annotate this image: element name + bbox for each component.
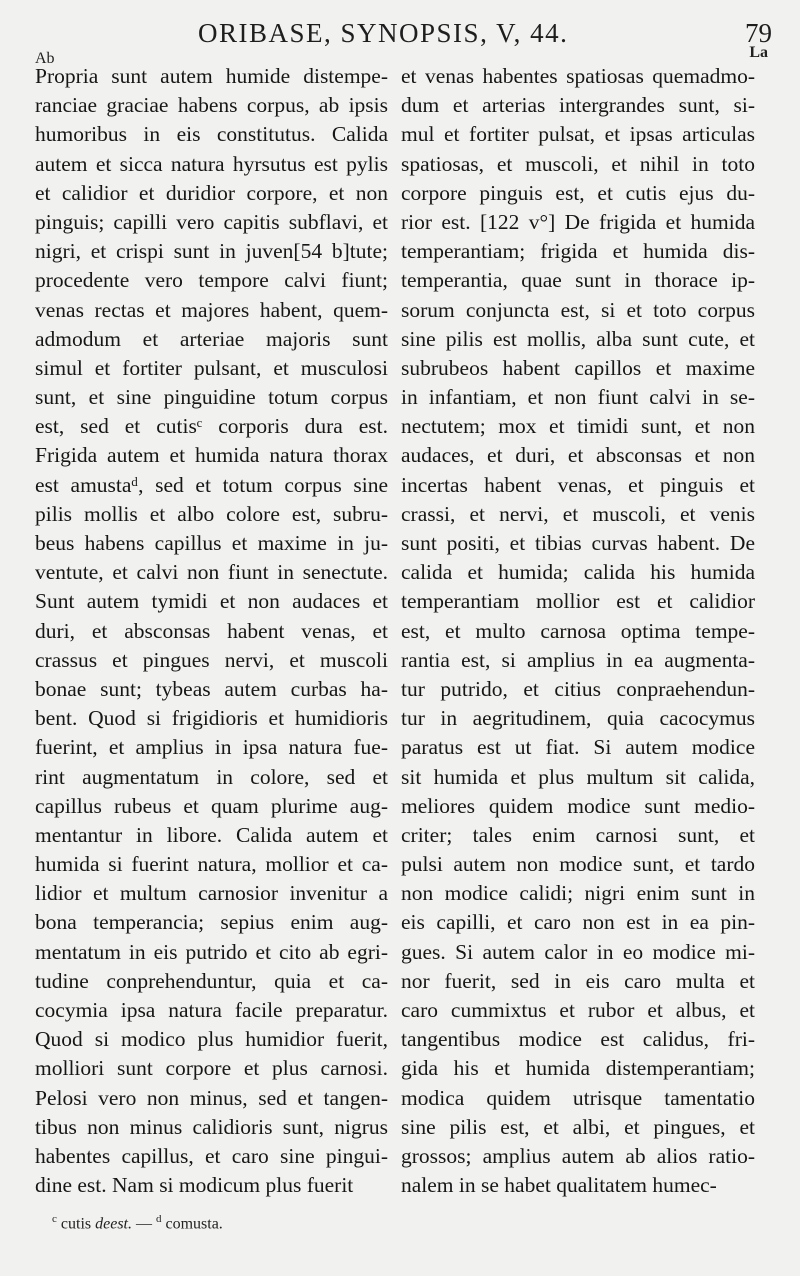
running-title: ORIBASE, SYNOPSIS, V, 44. [198, 18, 569, 48]
text-line: humoribus in eis constitutus. Calida [35, 122, 388, 147]
text-line: tangentibus modice est calidus, fri- [401, 1027, 755, 1052]
text-line: pilis mollis et albo colore est, subru- [35, 501, 388, 526]
footnote-text-c-italic: deest. [95, 1215, 132, 1233]
margin-note-right: La [749, 44, 768, 61]
text-line: et venas habentes spatiosas quemadmo- [401, 64, 755, 88]
text-line: ranciae graciae habens corpus, ab ipsis [35, 93, 388, 118]
text-line: corpore pinguis est, et cutis ejus du- [401, 180, 755, 205]
text-line: humida si fuerint natura, mollior et ca- [35, 852, 388, 877]
text-line: duri, et absconsas habent venas, et [35, 618, 388, 643]
text-line: calida et humida; calida his humida [401, 560, 755, 585]
text-line: bona temperancia; sepius enim aug- [35, 910, 388, 935]
text-line: caro cummixtus et rubor et albus, et [401, 998, 755, 1022]
text-line: nigri, et crispi sunt in juven[54 b]tute; [35, 239, 388, 264]
text-line: tur putrido, et citius conpraehendun- [401, 676, 755, 701]
text-line: gues. Si autem calor in eo modice mi- [401, 939, 755, 964]
text-line: admodum et arteriae majoris sunt [35, 326, 388, 351]
text-line: crassus et pingues nervi, et muscoli [35, 647, 388, 672]
text-line: temperantiam; frigida et humida dis- [401, 239, 755, 264]
text-line: rior est. [122 v°] De frigida et humida [401, 209, 755, 234]
text-line: modica quidem utrisque tamentatio [401, 1085, 755, 1110]
footnote-mark-c: c [52, 1213, 57, 1225]
text-line: paratus est ut fiat. Si autem modice [401, 735, 755, 760]
text-line: bent. Quod si frigidioris et humidioris [35, 706, 388, 731]
text-line: nalem in se habet qualitatem humec- [401, 1173, 717, 1198]
text-line: temperantiam mollior est et calidior [401, 589, 755, 614]
text-line: gida his et humida distemperantiam; [401, 1056, 755, 1081]
text-line: temperantia, quae sunt in thorace ip- [401, 268, 755, 293]
footnote-text-d: comusta. [165, 1215, 223, 1233]
footnote-text-c: cutis [60, 1215, 92, 1233]
text-line: molliori sunt corpore et plus carnosi. [35, 1056, 388, 1081]
text-line: sorum conjuncta est, si et toto corpus [401, 297, 755, 322]
text-line: Sunt autem tymidi et non audaces et [35, 589, 388, 614]
page-number: 79 [745, 18, 772, 48]
text-line: Quod si modico plus humidior fuerit, [35, 1027, 388, 1052]
text-line: bonae sunt; tybeas autem curbas ha- [35, 676, 388, 701]
text-line: sine pilis est mollis, alba sunt cute, et [401, 326, 755, 351]
text-column-left [35, 62, 388, 1200]
text-line: Pelosi vero non minus, sed et tangen- [35, 1085, 388, 1110]
text-line: dine est. Nam si modicum plus fuerit [35, 1173, 354, 1198]
text-line: tibus non minus calidioris sunt, nigrus [35, 1114, 388, 1139]
text-line: Propria sunt autem humide distempe- [35, 64, 388, 88]
text-line: nor fuerit, sed in eis caro multa et [401, 968, 755, 993]
text-line: est, sed et cutisᶜ corporis dura est. [35, 414, 388, 439]
text-line: nectutem; mox et timidi sunt, et non [401, 414, 755, 439]
text-line: pinguis; capilli vero capitis subflavi, et [35, 209, 388, 234]
text-line: lidior et multum carnosior invenitur a [35, 881, 388, 906]
text-line: incertas habent venas, et pinguis et [401, 472, 755, 497]
text-line: rint augmentatum in colore, sed et [35, 764, 388, 789]
text-line: criter; tales enim carnosi sunt, et [401, 822, 755, 847]
text-line: mentantur in libore. Calida autem et [35, 822, 388, 847]
text-line: habentes capillus, et caro sine pingui- [35, 1143, 388, 1168]
text-line: grossos; amplius autem ab alios ratio- [401, 1143, 755, 1168]
text-line: procedente vero tempore calvi fiunt; [35, 268, 388, 293]
text-line: est, et multo carnosa optima tempe- [401, 618, 755, 643]
text-column-right [401, 62, 755, 1200]
text-line: beus habens capillus et maxime in ju- [35, 531, 388, 555]
footnote-separator: — [135, 1215, 152, 1233]
text-line: rantia est, si amplius in ea augmenta- [401, 647, 755, 672]
text-line: mul et fortiter pulsat, et ipsas articulas [401, 122, 755, 147]
text-line: Frigida autem et humida natura thorax [35, 443, 388, 468]
text-line: spatiosas, et muscoli, et nihil in toto [401, 151, 755, 176]
text-line: subrubeos habent capillos et maxime [401, 355, 755, 380]
text-line: est amustaᵈ, sed et totum corpus sine [35, 472, 388, 497]
text-line: sunt positi, et tibias curvas habent. De [401, 531, 755, 555]
text-line: meliores quidem modice sunt medio- [401, 793, 755, 818]
margin-note-left: Ab [35, 50, 55, 67]
text-line: eis capilli, et caro non est in ea pin- [401, 910, 755, 935]
text-line: in infantiam, et non fiunt calvi in se- [401, 385, 755, 410]
text-line: pulsi autem non modice sunt, et tardo [401, 852, 755, 877]
text-line: tudine conprehenduntur, quia et ca- [35, 968, 388, 993]
footnote-mark-d: d [155, 1213, 162, 1225]
text-line: audaces, et duri, et absconsas et non [401, 443, 755, 468]
text-line: crassi, et nervi, et muscoli, et venis [401, 501, 755, 526]
text-line: simul et fortiter pulsant, et musculosi [35, 355, 388, 380]
text-line: ventute, et calvi non fiunt in senectute. [35, 560, 388, 585]
text-line: venas rectas et majores habent, quem- [35, 297, 388, 322]
text-line: dum et arterias intergrandes sunt, si- [401, 93, 755, 118]
text-line: fuerint, et amplius in ipsa natura fue- [35, 735, 388, 760]
text-line: sine pilis est, et albi, et pingues, et [401, 1114, 755, 1139]
text-line: sunt, et sine pinguidine totum corpus [35, 385, 388, 410]
footnotes [52, 1213, 223, 1233]
text-line: autem et sicca natura hyrsutus est pylis [35, 151, 388, 176]
text-line: tur in aegritudinem, quia cacocymus [401, 706, 755, 731]
text-line: mentatum in eis putrido et cito ab egri- [35, 939, 388, 964]
text-line: cocymia ipsa natura facile preparatur. [35, 998, 388, 1022]
text-line: non modice calidi; nigri enim sunt in [401, 881, 755, 906]
text-line: capillus rubeus et quam plurime aug- [35, 793, 388, 818]
text-line: et calidior et duridior corpore, et non [35, 180, 388, 205]
text-line: sit humida et plus multum sit calida, [401, 764, 755, 789]
